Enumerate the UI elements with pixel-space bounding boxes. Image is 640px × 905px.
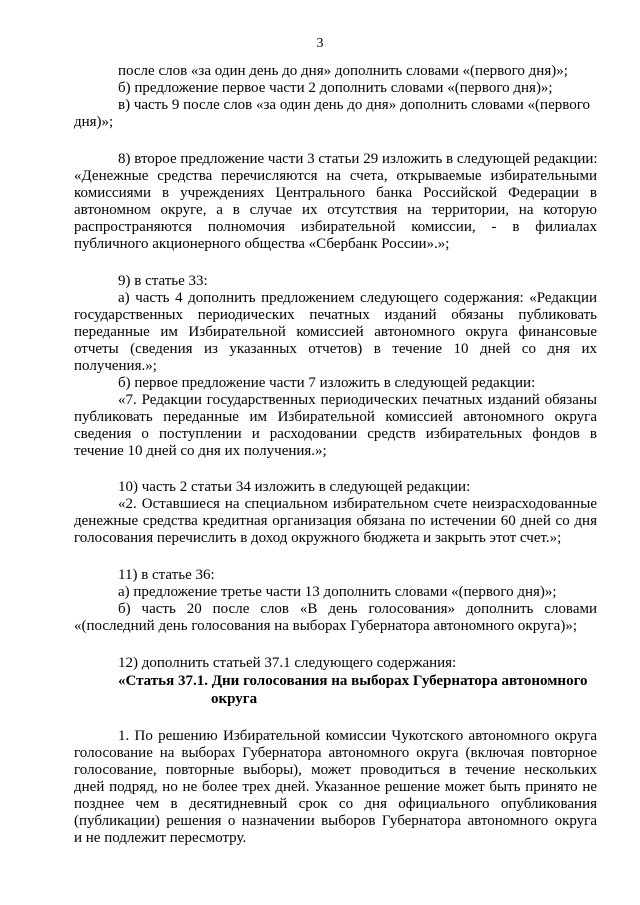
text-line: получения.»;: [74, 358, 157, 374]
text-line: сведения о поступлении и расходовании средств избирательных фондов в: [74, 426, 597, 442]
text-line: 8) второе предложение части 3 статьи 29 изложить в следующей редакции:: [118, 151, 598, 167]
text-line: комиссиями в учреждениях Центрального банка Российской Федерации в: [74, 185, 597, 201]
text-line: 9) в статье 33:: [118, 273, 208, 289]
text-line: 12) дополнить статьей 37.1 следующего содержания:: [118, 655, 457, 671]
text-line: б) первое предложение части 7 изложить в следующей редакции:: [118, 375, 536, 391]
text-line: (публикации) решения о назначении выборов Губернатора автономного округа: [74, 813, 597, 829]
text-line: 10) часть 2 статьи 34 изложить в следующей редакции:: [118, 479, 471, 495]
text-line: денежные средства кредитная организация обязана по истечении 60 дней со дня: [74, 513, 597, 529]
text-line: переданные им Избирательной комиссией автономного округа финансовые: [74, 324, 597, 340]
text-line: голосование на выборах Губернатора автономного округа (включая повторное: [74, 745, 597, 761]
text-line: автономном округе, а в случае их отсутствия на территории, на которую: [74, 202, 597, 218]
text-line: голосования перечислить в доход окружного бюджета и закрыть этот счет.»;: [74, 530, 562, 546]
text-line: голосование, повторные выборы), может проводиться в течение нескольких: [74, 762, 597, 778]
text-line: дней подряд, но не более трех дней. Указанное решение может быть принято не: [74, 779, 597, 795]
text-line: б) часть 20 после слов «В день голосования» дополнить словами: [118, 601, 597, 617]
text-line: 1. По решению Избирательной комиссии Чукотского автономного округа: [118, 728, 597, 744]
text-line: 11) в статье 36:: [118, 567, 215, 583]
article-heading-continued: округа: [211, 691, 258, 707]
text-line: публиковать переданные им Избирательной комиссией автономного округа: [74, 409, 597, 425]
text-line: а) часть 4 дополнить предложением следующего содержания: «Редакции: [118, 290, 597, 306]
text-line: течение 10 дней со дня их получения.»;: [74, 443, 327, 459]
text-line: отчеты (сведения из указанных отчетов) в течение 10 дней со дня их: [74, 341, 597, 357]
page-number: 3: [316, 36, 324, 51]
text-line: позднее чем в десятидневный срок со дня официального опубликования: [74, 796, 597, 812]
text-line: дня)»;: [74, 114, 114, 130]
text-line: и не подлежит пересмотру.: [74, 830, 247, 846]
text-line: публичного акционерного общества «Сбербанк России».»;: [74, 236, 450, 252]
text-line: в) часть 9 после слов «за один день до дня» дополнить словами «(первого: [118, 97, 590, 113]
text-line: «2. Оставшиеся на специальном избирательном счете неизрасходованные: [118, 496, 597, 512]
text-line: государственных периодических печатных изданий обязаны публиковать: [74, 307, 597, 323]
text-line: б) предложение первое части 2 дополнить словами «(первого дня)»;: [118, 80, 553, 96]
text-line: после слов «за один день до дня» дополнить словами «(первого дня)»;: [118, 63, 568, 79]
text-line: «7. Редакции государственных периодических печатных изданий обязаны: [118, 392, 597, 408]
article-heading: «Статья 37.1. Дни голосования на выборах Губернатора автономного: [118, 673, 588, 689]
text-line: а) предложение третье части 13 дополнить словами «(первого дня)»;: [118, 584, 557, 600]
text-line: «(последний день голосования на выборах Губернатора автономного округа)»;: [74, 618, 577, 634]
text-line: распространяются полномочия избирательной комиссии, - в филиалах: [74, 219, 597, 235]
text-line: «Денежные средства перечисляются на счета, открываемые избирательными: [74, 168, 597, 184]
